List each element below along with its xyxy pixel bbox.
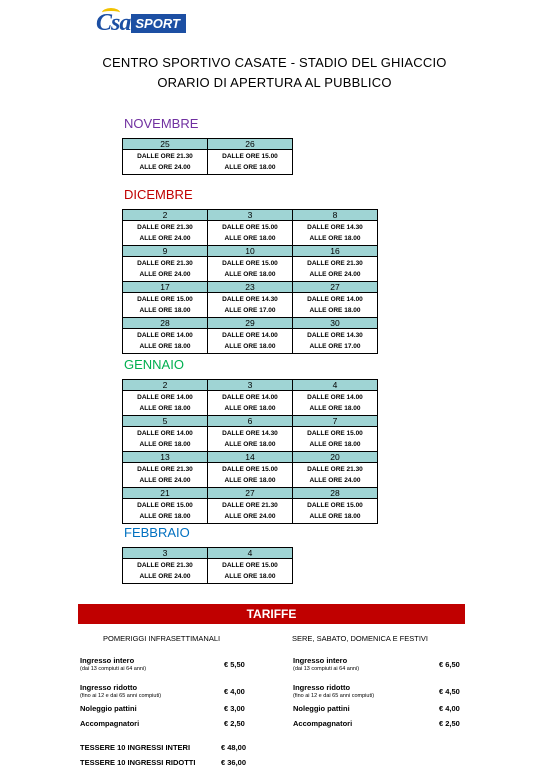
tariff-label xyxy=(293,683,374,699)
day-number: 27 xyxy=(293,282,377,293)
hours-from: DALLE ORE 21.30 xyxy=(307,260,363,267)
day-number: 10 xyxy=(208,246,292,257)
schedule-cell xyxy=(123,488,208,524)
opening-hours xyxy=(293,293,377,317)
schedule-cell xyxy=(293,282,378,318)
hours-to: ALLE ORE 18.00 xyxy=(224,477,276,484)
opening-hours xyxy=(293,257,377,281)
schedule-cell xyxy=(123,282,208,318)
table-row xyxy=(123,282,378,318)
opening-hours xyxy=(123,463,207,487)
hours-from: DALLE ORE 15.00 xyxy=(222,224,278,231)
hours-to: ALLE ORE 18.00 xyxy=(309,235,361,242)
schedule-cell xyxy=(123,246,208,282)
tessere-price: € 36,00 xyxy=(221,758,247,767)
day-number: 8 xyxy=(293,210,377,221)
hours-to: ALLE ORE 18.00 xyxy=(309,405,361,412)
schedule-cell xyxy=(293,452,378,488)
month-title-gennaio: GENNAIO xyxy=(124,357,184,372)
hours-to: ALLE ORE 18.00 xyxy=(309,441,361,448)
tariff-price: € 2,50 xyxy=(224,719,245,728)
schedule-cell xyxy=(123,210,208,246)
day-number: 28 xyxy=(123,318,207,329)
schedule-cell xyxy=(123,416,208,452)
opening-hours xyxy=(208,329,292,353)
day-number: 29 xyxy=(208,318,292,329)
tariff-price: € 4,00 xyxy=(224,687,245,696)
tariff-price: € 4,00 xyxy=(439,704,460,713)
schedule-table-febbraio xyxy=(122,547,293,584)
opening-hours xyxy=(293,499,377,523)
schedule-cell xyxy=(208,282,293,318)
schedule-cell xyxy=(208,452,293,488)
schedule-cell xyxy=(293,416,378,452)
hours-from: DALLE ORE 14.30 xyxy=(307,332,363,339)
day-number: 6 xyxy=(208,416,292,427)
hours-from: DALLE ORE 21.30 xyxy=(137,224,193,231)
tariffe-right-heading: SERE, SABATO, DOMENICA E FESTIVI xyxy=(292,634,429,643)
day-number: 27 xyxy=(208,488,292,499)
hours-to: ALLE ORE 18.00 xyxy=(224,271,276,278)
hours-to: ALLE ORE 18.00 xyxy=(139,513,191,520)
tariff-note: (fino ai 12 e dai 65 anni compiuti) xyxy=(293,693,375,699)
tariff-note: (dai 13 compiuti ai 64 anni) xyxy=(293,666,360,672)
opening-hours xyxy=(123,499,207,523)
tariff-label xyxy=(293,719,352,728)
day-number: 3 xyxy=(123,548,207,559)
tariff-price: € 5,50 xyxy=(224,660,245,669)
hours-to: ALLE ORE 24.00 xyxy=(309,477,361,484)
opening-hours xyxy=(208,150,292,174)
schedule-cell xyxy=(208,488,293,524)
tariff-name: Noleggio pattini xyxy=(293,704,350,713)
table-row xyxy=(123,416,378,452)
schedule-cell xyxy=(293,488,378,524)
hours-from: DALLE ORE 14.00 xyxy=(307,394,363,401)
month-title-novembre: NOVEMBRE xyxy=(124,116,199,131)
schedule-cell xyxy=(208,548,293,584)
tariff-label xyxy=(293,656,359,672)
hours-to: ALLE ORE 24.00 xyxy=(309,271,361,278)
opening-hours xyxy=(208,559,292,583)
tariff-label xyxy=(80,656,146,672)
tariff-note: (fino ai 12 e dai 65 anni compiuti) xyxy=(80,693,162,699)
hours-to: ALLE ORE 18.00 xyxy=(139,441,191,448)
hours-to: ALLE ORE 18.00 xyxy=(224,164,276,171)
schedule-cell xyxy=(208,416,293,452)
schedule-cell xyxy=(208,139,293,175)
opening-hours xyxy=(123,391,207,415)
hours-from: DALLE ORE 14.00 xyxy=(307,296,363,303)
tariff-price: € 3,00 xyxy=(224,704,245,713)
schedule-cell xyxy=(293,318,378,354)
hours-to: ALLE ORE 18.00 xyxy=(224,573,276,580)
page-subtitle: ORARIO DI APERTURA AL PUBBLICO xyxy=(157,75,392,90)
schedule-cell xyxy=(123,380,208,416)
tariff-name: Noleggio pattini xyxy=(80,704,137,713)
tariff-price: € 2,50 xyxy=(439,719,460,728)
table-row xyxy=(123,452,378,488)
hours-to: ALLE ORE 24.00 xyxy=(139,164,191,171)
day-number: 13 xyxy=(123,452,207,463)
hours-to: ALLE ORE 24.00 xyxy=(139,271,191,278)
hours-to: ALLE ORE 17.00 xyxy=(224,307,276,314)
opening-hours xyxy=(123,427,207,451)
hours-from: DALLE ORE 14.00 xyxy=(222,332,278,339)
day-number: 21 xyxy=(123,488,207,499)
schedule-cell xyxy=(123,318,208,354)
tariff-price: € 4,50 xyxy=(439,687,460,696)
opening-hours xyxy=(208,463,292,487)
hours-to: ALLE ORE 24.00 xyxy=(139,235,191,242)
day-number: 30 xyxy=(293,318,377,329)
hours-from: DALLE ORE 15.00 xyxy=(222,562,278,569)
tariff-name: Ingresso ridotto xyxy=(80,683,138,692)
month-title-febbraio: FEBBRAIO xyxy=(124,525,190,540)
hours-to: ALLE ORE 18.00 xyxy=(139,307,191,314)
day-number: 16 xyxy=(293,246,377,257)
hours-to: ALLE ORE 24.00 xyxy=(139,573,191,580)
day-number: 2 xyxy=(123,210,207,221)
hours-from: DALLE ORE 15.00 xyxy=(307,502,363,509)
page-title: CENTRO SPORTIVO CASATE - STADIO DEL GHIACCIO xyxy=(102,55,447,70)
day-number: 5 xyxy=(123,416,207,427)
opening-hours xyxy=(208,427,292,451)
logo xyxy=(96,10,186,36)
tariff-label xyxy=(80,683,161,699)
tariff-note: (dai 13 compiuti ai 64 anni) xyxy=(80,666,147,672)
opening-hours xyxy=(208,293,292,317)
opening-hours xyxy=(123,559,207,583)
hours-from: DALLE ORE 21.30 xyxy=(222,502,278,509)
hours-to: ALLE ORE 24.00 xyxy=(139,477,191,484)
opening-hours xyxy=(123,293,207,317)
opening-hours xyxy=(208,499,292,523)
tariff-price: € 6,50 xyxy=(439,660,460,669)
schedule-table-dicembre xyxy=(122,209,378,354)
table-row xyxy=(123,380,378,416)
hours-to: ALLE ORE 18.00 xyxy=(224,405,276,412)
opening-hours xyxy=(208,391,292,415)
hours-from: DALLE ORE 21.30 xyxy=(137,466,193,473)
schedule-table-gennaio xyxy=(122,379,378,524)
schedule-cell xyxy=(208,380,293,416)
hours-from: DALLE ORE 15.00 xyxy=(137,296,193,303)
opening-hours xyxy=(293,463,377,487)
tariff-name: Ingresso ridotto xyxy=(293,683,351,692)
hours-to: ALLE ORE 18.00 xyxy=(224,235,276,242)
schedule-cell xyxy=(293,380,378,416)
day-number: 25 xyxy=(123,139,207,150)
schedule-cell xyxy=(293,246,378,282)
day-number: 26 xyxy=(208,139,292,150)
hours-from: DALLE ORE 14.30 xyxy=(222,296,278,303)
tariff-name: Ingresso intero xyxy=(80,656,135,665)
tariff-name: Accompagnatori xyxy=(293,719,353,728)
opening-hours xyxy=(293,329,377,353)
hours-from: DALLE ORE 14.30 xyxy=(222,430,278,437)
schedule-cell xyxy=(293,210,378,246)
day-number: 3 xyxy=(208,380,292,391)
table-row xyxy=(123,548,293,584)
hours-from: DALLE ORE 21.30 xyxy=(137,260,193,267)
schedule-table-novembre xyxy=(122,138,293,175)
day-number: 17 xyxy=(123,282,207,293)
day-number: 4 xyxy=(208,548,292,559)
schedule-cell xyxy=(208,246,293,282)
hours-to: ALLE ORE 17.00 xyxy=(309,343,361,350)
table-row xyxy=(123,318,378,354)
hours-from: DALLE ORE 21.30 xyxy=(137,562,193,569)
hours-to: ALLE ORE 24.00 xyxy=(224,513,276,520)
hours-from: DALLE ORE 15.00 xyxy=(222,466,278,473)
tariff-name: Accompagnatori xyxy=(80,719,140,728)
hours-from: DALLE ORE 15.00 xyxy=(307,430,363,437)
opening-hours xyxy=(123,150,207,174)
schedule-cell xyxy=(208,210,293,246)
day-number: 7 xyxy=(293,416,377,427)
opening-hours xyxy=(208,221,292,245)
tariff-name: Ingresso intero xyxy=(293,656,348,665)
day-number: 23 xyxy=(208,282,292,293)
table-row xyxy=(123,210,378,246)
table-row xyxy=(123,139,293,175)
tariffe-header: TARIFFE xyxy=(78,604,465,624)
logo-brand: Csa xyxy=(96,9,131,36)
hours-to: ALLE ORE 18.00 xyxy=(309,307,361,314)
opening-hours xyxy=(293,427,377,451)
month-title-dicembre: DICEMBRE xyxy=(124,187,193,202)
schedule-cell xyxy=(123,452,208,488)
opening-hours xyxy=(293,391,377,415)
tariff-label xyxy=(80,704,137,713)
hours-from: DALLE ORE 15.00 xyxy=(222,153,278,160)
opening-hours xyxy=(208,257,292,281)
hours-from: DALLE ORE 21.30 xyxy=(137,153,193,160)
schedule-cell xyxy=(208,318,293,354)
opening-hours xyxy=(123,221,207,245)
day-number: 20 xyxy=(293,452,377,463)
tariff-label xyxy=(293,704,350,713)
hours-from: DALLE ORE 14.30 xyxy=(307,224,363,231)
day-number: 28 xyxy=(293,488,377,499)
hours-to: ALLE ORE 18.00 xyxy=(139,343,191,350)
hours-from: DALLE ORE 15.00 xyxy=(222,260,278,267)
day-number: 14 xyxy=(208,452,292,463)
hours-from: DALLE ORE 14.00 xyxy=(137,332,193,339)
tessere-label: TESSERE 10 INGRESSI INTERI xyxy=(80,743,191,752)
schedule-cell xyxy=(123,548,208,584)
hours-from: DALLE ORE 14.00 xyxy=(137,430,193,437)
hours-to: ALLE ORE 18.00 xyxy=(139,405,191,412)
hours-to: ALLE ORE 18.00 xyxy=(224,441,276,448)
tessere-label: TESSERE 10 INGRESSI RIDOTTI xyxy=(80,758,196,767)
hours-from: DALLE ORE 14.00 xyxy=(137,394,193,401)
day-number: 2 xyxy=(123,380,207,391)
hours-from: DALLE ORE 21.30 xyxy=(307,466,363,473)
hours-from: DALLE ORE 15.00 xyxy=(137,502,193,509)
opening-hours xyxy=(293,221,377,245)
table-row xyxy=(123,488,378,524)
opening-hours xyxy=(123,329,207,353)
tariff-label xyxy=(80,719,139,728)
tariffe-left-heading: POMERIGGI INFRASETTIMANALI xyxy=(103,634,221,643)
hours-to: ALLE ORE 18.00 xyxy=(224,343,276,350)
hours-to: ALLE ORE 18.00 xyxy=(309,513,361,520)
day-number: 9 xyxy=(123,246,207,257)
tessere-price: € 48,00 xyxy=(221,743,247,752)
day-number: 3 xyxy=(208,210,292,221)
opening-hours xyxy=(123,257,207,281)
schedule-cell xyxy=(123,139,208,175)
hours-from: DALLE ORE 14.00 xyxy=(222,394,278,401)
table-row xyxy=(123,246,378,282)
day-number: 4 xyxy=(293,380,377,391)
logo-sport: SPORT xyxy=(131,14,186,33)
